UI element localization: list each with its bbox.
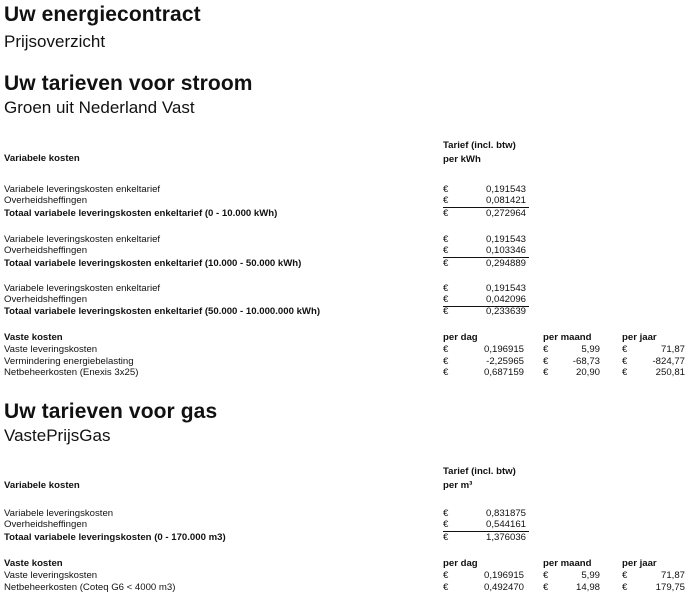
euro-sign: € [622, 367, 628, 378]
gas-vaste-row1-label: Vaste leveringskosten [4, 570, 98, 581]
euro-sign: € [443, 258, 449, 269]
euro-sign: € [443, 184, 449, 195]
gas-b1-total-label: Totaal variabele leveringskosten (0 - 170.000 m3) [4, 532, 226, 543]
gas-vaste-label: Vaste kosten [4, 558, 63, 569]
euro-sign: € [543, 356, 549, 367]
euro-sign: € [443, 245, 449, 256]
gas-b1-row1-label: Variabele leveringskosten [4, 508, 114, 519]
stroom-b1-row2-label: Overheidsheffingen [4, 195, 88, 206]
stroom-vaste-row1-dag: 0,196915 [483, 344, 524, 355]
stroom-vaste-row1-maand: 5,99 [581, 344, 600, 355]
euro-sign: € [443, 195, 449, 206]
euro-sign: € [443, 582, 449, 593]
gas-vaste-row2-dag: 0,492470 [483, 582, 524, 593]
gas-vaste-row2-jaar: 179,75 [655, 582, 685, 593]
euro-sign: € [543, 570, 549, 581]
euro-sign: € [443, 508, 449, 519]
gas-vaste-row1-maand: 5,99 [581, 570, 600, 581]
stroom-b1-total-value: 0,272964 [485, 208, 526, 219]
stroom-b3-row1-value: 0,191543 [485, 283, 526, 294]
gas-unit-header: per m³ [443, 480, 473, 491]
stroom-b2-row2-label: Overheidsheffingen [4, 245, 88, 256]
stroom-b1-total-label: Totaal variabele leveringskosten enkeltarief (0 - 10.000 kWh) [4, 208, 278, 219]
col-per-dag: per dag [443, 332, 478, 343]
stroom-vaste-row3-label: Netbeheerkosten (Enexis 3x25) [4, 367, 139, 378]
gas-vaste-row2-maand: 14,98 [575, 582, 600, 593]
stroom-vaste-row2-label: Vermindering energiebelasting [4, 356, 134, 367]
stroom-vaste-row2-maand: -68,73 [572, 356, 600, 367]
stroom-b2-row1-value: 0,191543 [485, 234, 526, 245]
euro-sign: € [543, 582, 549, 593]
stroom-b1-row1-value: 0,191543 [485, 184, 526, 195]
stroom-b3-row2-value: 0,042096 [485, 294, 526, 305]
page-title: Uw energiecontract [4, 3, 201, 26]
gas-vaste-row2-label: Netbeheerkosten (Coteq G6 < 4000 m3) [4, 582, 176, 593]
stroom-tarief-header: Tarief (incl. btw) [443, 140, 516, 151]
euro-sign: € [622, 570, 628, 581]
stroom-vaste-label: Vaste kosten [4, 332, 63, 343]
euro-sign: € [622, 356, 628, 367]
gas-vaste-row1-jaar: 71,87 [660, 570, 685, 581]
euro-sign: € [443, 344, 449, 355]
gas-b1-total-value: 1,376036 [485, 532, 526, 543]
page-subtitle: Prijsoverzicht [4, 32, 106, 51]
col-per-maand: per maand [543, 332, 592, 343]
stroom-vaste-row1-jaar: 71,87 [660, 344, 685, 355]
col-per-maand: per maand [543, 558, 592, 569]
stroom-unit-header: per kWh [443, 154, 481, 165]
stroom-vaste-row2-jaar: -824,77 [652, 356, 685, 367]
stroom-vaste-row1-label: Vaste leveringskosten [4, 344, 98, 355]
gas-variabele-label: Variabele kosten [4, 480, 80, 491]
euro-sign: € [543, 344, 549, 355]
col-per-dag: per dag [443, 558, 478, 569]
stroom-b3-total-value: 0,233639 [485, 306, 526, 317]
stroom-b2-row1-label: Variabele leveringskosten enkeltarief [4, 234, 161, 245]
stroom-b1-row2-value: 0,081421 [485, 195, 526, 206]
stroom-variabele-label: Variabele kosten [4, 153, 80, 164]
gas-heading: Uw tarieven voor gas [4, 400, 218, 423]
col-per-jaar: per jaar [622, 558, 657, 569]
euro-sign: € [622, 344, 628, 355]
euro-sign: € [443, 532, 449, 543]
stroom-vaste-row3-jaar: 250,81 [655, 367, 685, 378]
stroom-b3-total-label: Totaal variabele leveringskosten enkeltarief (50.000 - 10.000.000 kWh) [4, 306, 321, 317]
euro-sign: € [443, 294, 449, 305]
euro-sign: € [443, 570, 449, 581]
euro-sign: € [543, 367, 549, 378]
gas-product: VastePrijsGas [4, 426, 111, 445]
euro-sign: € [443, 356, 449, 367]
stroom-vaste-row3-maand: 20,90 [575, 367, 600, 378]
euro-sign: € [443, 367, 449, 378]
stroom-b2-total-label: Totaal variabele leveringskosten enkeltarief (10.000 - 50.000 kWh) [4, 258, 302, 269]
gas-b1-row2-label: Overheidsheffingen [4, 519, 88, 530]
stroom-b1-row1-label: Variabele leveringskosten enkeltarief [4, 184, 161, 195]
gas-b1-row1-value: 0,831875 [485, 508, 526, 519]
stroom-b2-row2-value: 0,103346 [485, 245, 526, 256]
stroom-b2-total-value: 0,294889 [485, 258, 526, 269]
euro-sign: € [443, 283, 449, 294]
euro-sign: € [622, 582, 628, 593]
gas-b1-row2-value: 0,544161 [485, 519, 526, 530]
euro-sign: € [443, 519, 449, 530]
stroom-b3-row2-label: Overheidsheffingen [4, 294, 88, 305]
euro-sign: € [443, 208, 449, 219]
euro-sign: € [443, 306, 449, 317]
stroom-vaste-row2-dag: -2,25965 [486, 356, 524, 367]
stroom-vaste-row3-dag: 0,687159 [483, 367, 524, 378]
gas-vaste-row1-dag: 0,196915 [483, 570, 524, 581]
euro-sign: € [443, 234, 449, 245]
stroom-product: Groen uit Nederland Vast [4, 98, 195, 117]
gas-tarief-header: Tarief (incl. btw) [443, 466, 516, 477]
col-per-jaar: per jaar [622, 332, 657, 343]
stroom-heading: Uw tarieven voor stroom [4, 72, 253, 95]
stroom-b3-row1-label: Variabele leveringskosten enkeltarief [4, 283, 161, 294]
